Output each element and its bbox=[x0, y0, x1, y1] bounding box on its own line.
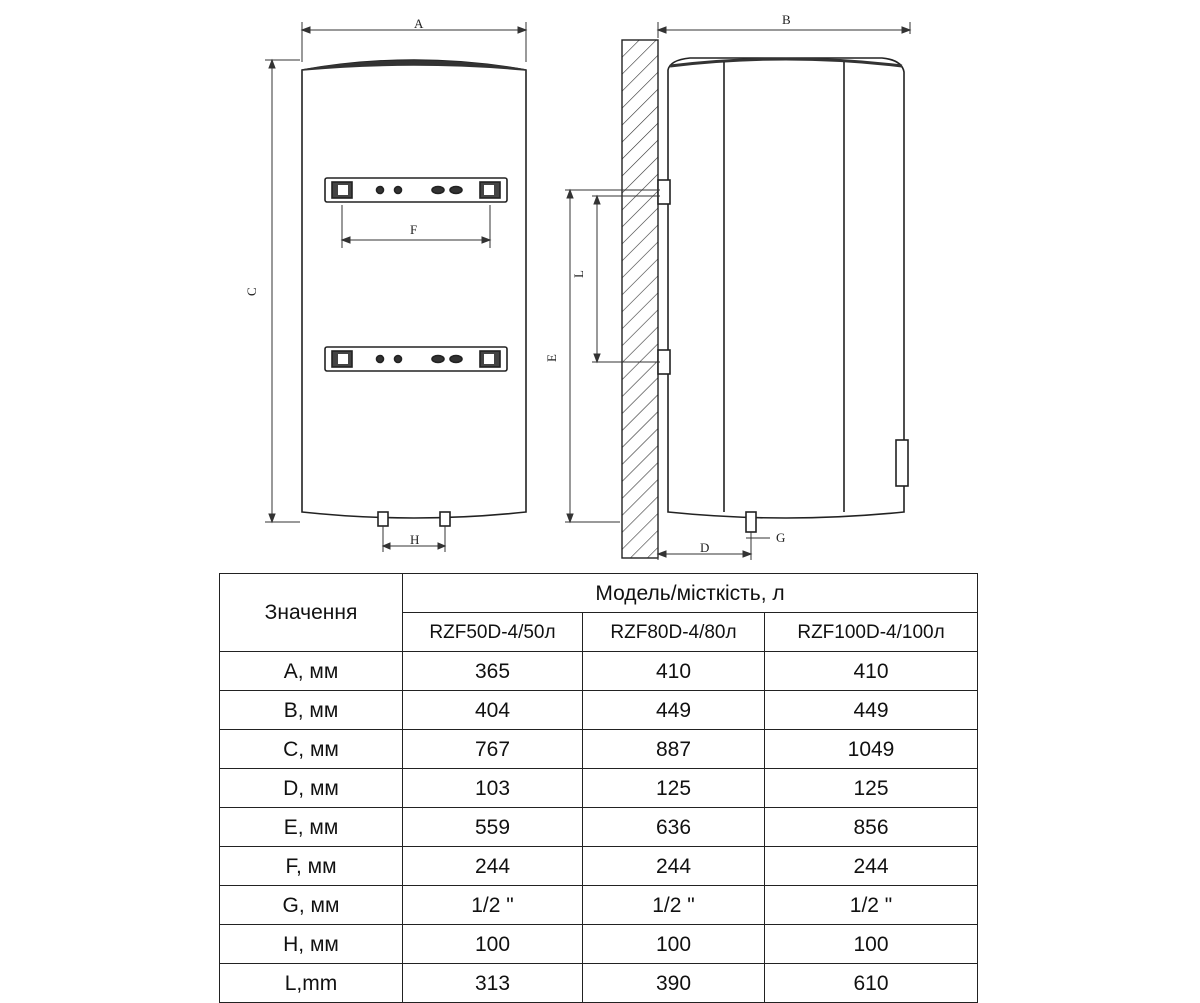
model-header: RZF100D-4/100л bbox=[765, 613, 978, 652]
value-cell: 125 bbox=[583, 769, 765, 808]
value-cell: 856 bbox=[765, 808, 978, 847]
spec-table bbox=[219, 573, 978, 1003]
table-row bbox=[220, 652, 978, 691]
param-cell: A, мм bbox=[220, 652, 403, 691]
table-row bbox=[220, 808, 978, 847]
table-row bbox=[220, 847, 978, 886]
param-cell: B, мм bbox=[220, 691, 403, 730]
param-cell: L,mm bbox=[220, 964, 403, 1003]
value-cell: 100 bbox=[403, 925, 583, 964]
table-row bbox=[220, 886, 978, 925]
value-cell: 449 bbox=[583, 691, 765, 730]
value-cell: 103 bbox=[403, 769, 583, 808]
value-cell: 1/2 " bbox=[403, 886, 583, 925]
value-cell: 610 bbox=[765, 964, 978, 1003]
dim-label-e: E bbox=[544, 354, 559, 362]
table-row bbox=[220, 925, 978, 964]
value-cell: 100 bbox=[765, 925, 978, 964]
dim-label-c: C bbox=[244, 287, 259, 296]
table-row bbox=[220, 964, 978, 1003]
model-group-header: Модель/місткість, л bbox=[403, 574, 978, 613]
value-cell: 636 bbox=[583, 808, 765, 847]
model-header: RZF80D-4/80л bbox=[583, 613, 765, 652]
value-cell: 767 bbox=[403, 730, 583, 769]
table-row bbox=[220, 691, 978, 730]
param-cell: E, мм bbox=[220, 808, 403, 847]
wall bbox=[622, 40, 658, 558]
dim-label-a: A bbox=[414, 16, 424, 31]
value-cell: 125 bbox=[765, 769, 978, 808]
value-cell: 1/2 " bbox=[583, 886, 765, 925]
value-cell: 887 bbox=[583, 730, 765, 769]
dim-label-f: F bbox=[410, 222, 418, 237]
table-row bbox=[220, 769, 978, 808]
value-cell: 390 bbox=[583, 964, 765, 1003]
value-cell: 244 bbox=[583, 847, 765, 886]
param-cell: G, мм bbox=[220, 886, 403, 925]
value-cell: 559 bbox=[403, 808, 583, 847]
param-cell: H, мм bbox=[220, 925, 403, 964]
value-cell: 410 bbox=[765, 652, 978, 691]
value-cell: 1/2 " bbox=[765, 886, 978, 925]
value-cell: 404 bbox=[403, 691, 583, 730]
table-row bbox=[220, 730, 978, 769]
value-cell: 410 bbox=[583, 652, 765, 691]
dim-label-g: G bbox=[776, 530, 786, 545]
dim-label-h: H bbox=[410, 532, 420, 547]
value-cell: 244 bbox=[765, 847, 978, 886]
upper-bracket bbox=[325, 178, 507, 202]
param-cell: D, мм bbox=[220, 769, 403, 808]
dim-label-b: B bbox=[782, 12, 791, 27]
dim-label-l: L bbox=[571, 270, 586, 278]
value-cell: 100 bbox=[583, 925, 765, 964]
value-cell: 365 bbox=[403, 652, 583, 691]
value-cell: 1049 bbox=[765, 730, 978, 769]
model-header: RZF50D-4/50л bbox=[403, 613, 583, 652]
value-cell: 244 bbox=[403, 847, 583, 886]
side-view bbox=[658, 58, 908, 532]
dim-label-d: D bbox=[700, 540, 710, 555]
lower-bracket bbox=[325, 347, 507, 371]
value-cell: 313 bbox=[403, 964, 583, 1003]
corner-cell: Значення bbox=[220, 574, 403, 652]
param-cell: F, мм bbox=[220, 847, 403, 886]
value-cell: 449 bbox=[765, 691, 978, 730]
front-view bbox=[302, 60, 526, 526]
param-cell: C, мм bbox=[220, 730, 403, 769]
